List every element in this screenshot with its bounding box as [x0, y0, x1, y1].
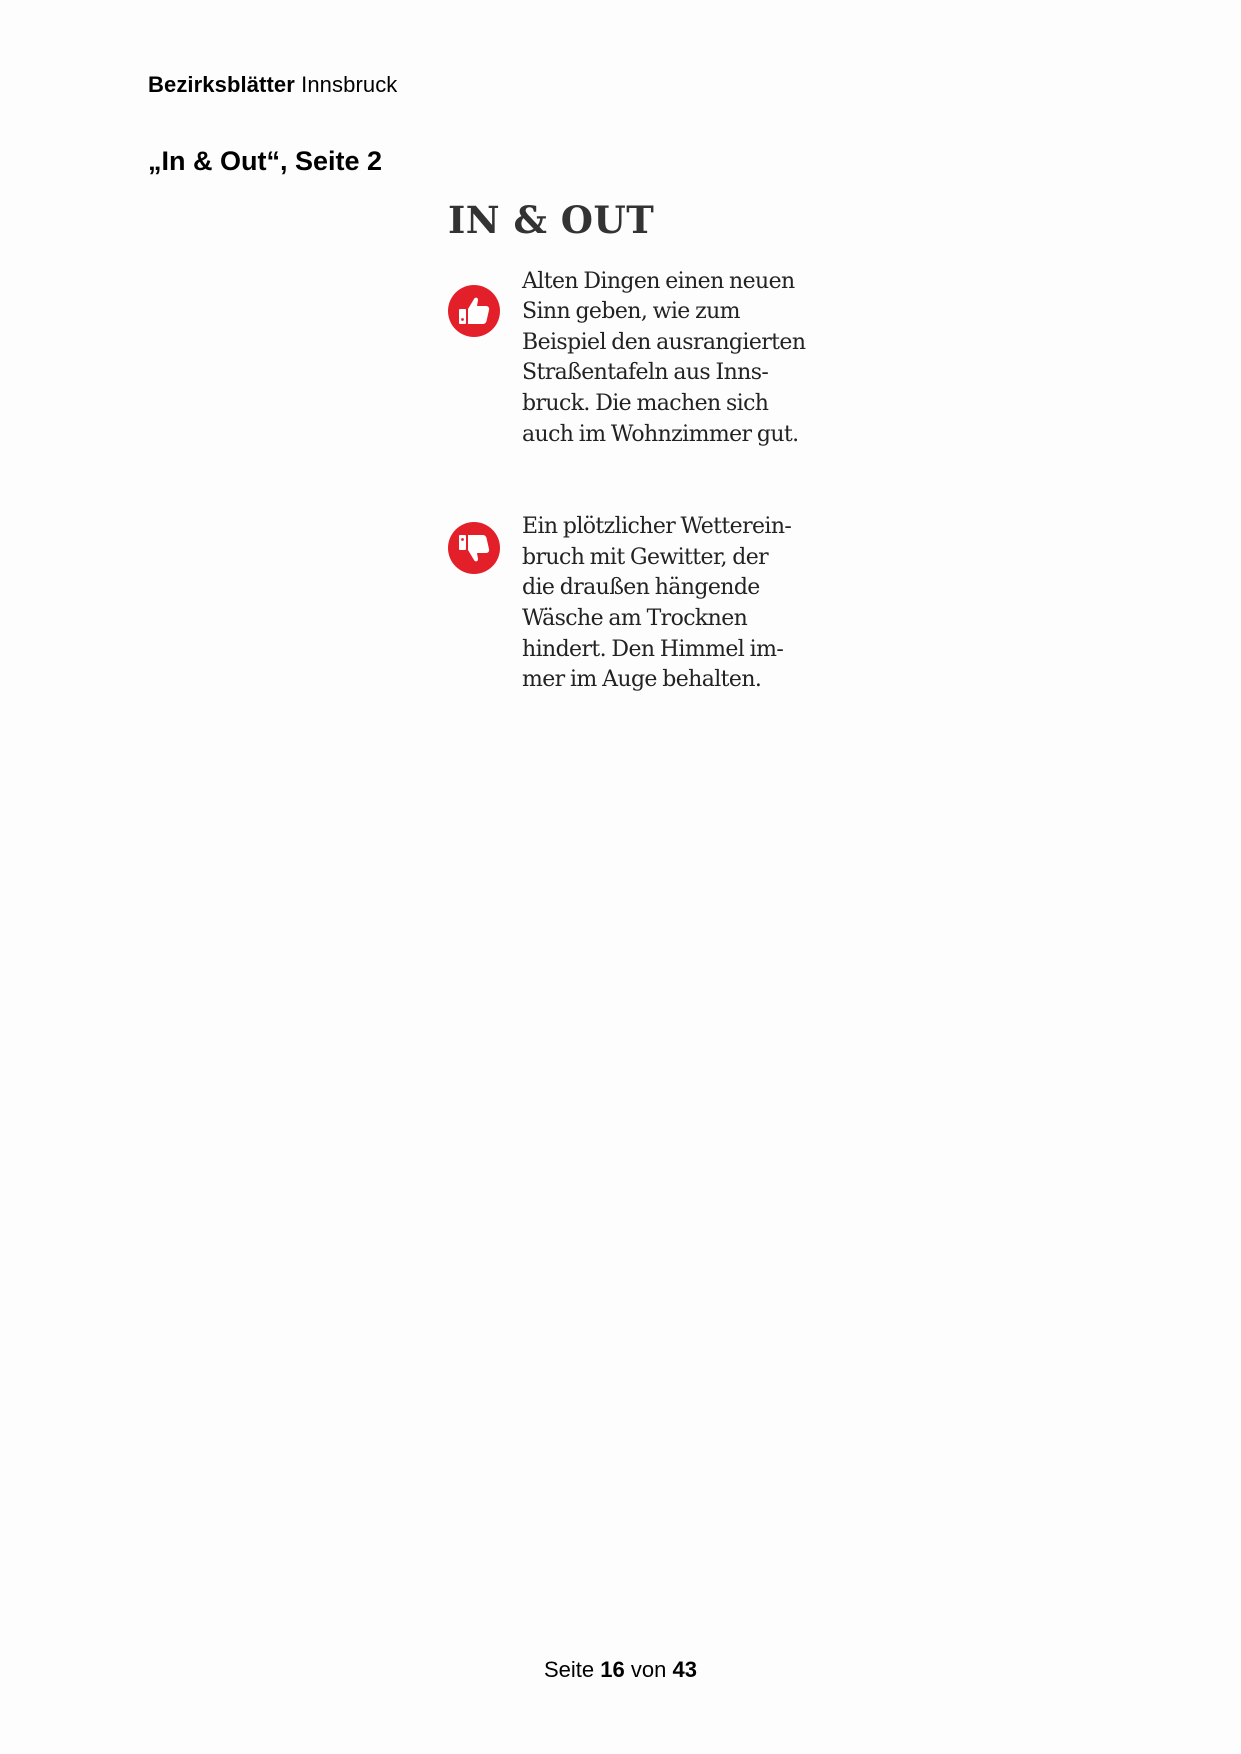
out-line: Ein plötzlicher Wetterein-	[522, 514, 792, 540]
clipping-heading: IN & OUT	[448, 198, 655, 242]
publication-name-bold: Bezirksblätter	[148, 72, 295, 97]
page-footer	[0, 1657, 1241, 1683]
out-item-text	[522, 512, 848, 696]
article-title: „In & Out“, Seite 2	[148, 146, 383, 176]
publication-name	[148, 72, 397, 98]
in-line: Alten Dingen einen neuen	[522, 268, 795, 294]
in-line: bruck. Die machen sich	[522, 391, 769, 417]
thumbs-up-icon	[448, 285, 500, 337]
in-item-text	[522, 267, 848, 451]
thumbs-down-icon	[448, 522, 500, 574]
in-line: Straßentafeln aus Inns-	[522, 360, 769, 386]
out-line: bruch mit Gewitter, der	[522, 544, 769, 570]
footer-of: von	[630, 1657, 667, 1682]
in-line: Beispiel den ausrangierten	[522, 329, 806, 355]
newspaper-clipping	[448, 200, 848, 696]
footer-total-pages: 43	[672, 1657, 697, 1682]
out-line: mer im Auge behalten.	[522, 667, 762, 693]
out-line: hindert. Den Himmel im-	[522, 636, 784, 662]
footer-page-number: 16	[600, 1657, 625, 1682]
footer-prefix: Seite	[544, 1657, 595, 1682]
in-line: Sinn geben, wie zum	[522, 299, 740, 325]
out-line: Wäsche am Trocknen	[522, 606, 748, 632]
in-line: auch im Wohnzimmer gut.	[522, 421, 799, 447]
in-item	[448, 267, 848, 451]
out-item	[448, 512, 848, 696]
out-line: die draußen hängende	[522, 575, 760, 601]
publication-name-location: Innsbruck	[301, 72, 398, 97]
